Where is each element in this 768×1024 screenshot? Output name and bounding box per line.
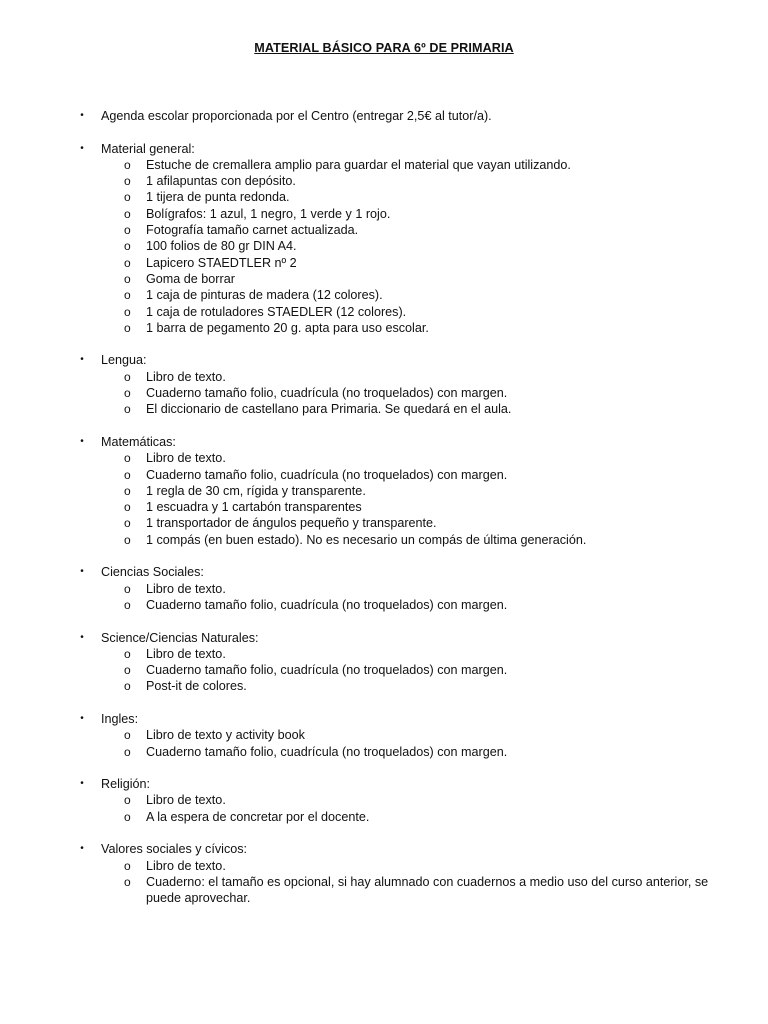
list-section	[0, 352, 768, 417]
sub-bullet-icon: o	[124, 728, 131, 743]
bullet-icon: •	[80, 110, 84, 121]
list-item-text: Libro de texto.	[146, 369, 226, 384]
list-item-text: Libro de texto.	[146, 646, 226, 661]
sub-bullet-icon: o	[124, 793, 131, 808]
section-heading	[0, 841, 768, 857]
list-item	[0, 532, 768, 548]
list-item	[0, 173, 768, 189]
list-item-text: Cuaderno: el tamaño es opcional, si hay alumnado con cuadernos a medio uso del curso anterior, se puede aprovechar.	[146, 874, 709, 906]
list-item-text: 1 barra de pegamento 20 g. apta para uso escolar.	[146, 320, 429, 335]
list-item-text: Cuaderno tamaño folio, cuadrícula (no troquelados) con margen.	[146, 467, 508, 482]
material-list	[0, 108, 768, 923]
list-item-text: 1 tijera de punta redonda.	[146, 190, 290, 205]
sub-bullet-icon: o	[124, 206, 131, 221]
list-item	[0, 450, 768, 466]
list-item-text: Bolígrafos: 1 azul, 1 negro, 1 verde y 1 rojo.	[146, 206, 391, 221]
list-item-text: Estuche de cremallera amplio para guardar el material que vayan utilizando.	[146, 157, 571, 172]
list-item-text: 1 caja de pinturas de madera (12 colores).	[146, 288, 383, 303]
list-item-text: 1 transportador de ángulos pequeño y transparente.	[146, 516, 437, 531]
sub-bullet-icon: o	[124, 157, 131, 172]
list-item-text: Cuaderno tamaño folio, cuadrícula (no troquelados) con margen.	[146, 597, 508, 612]
sub-bullet-icon: o	[124, 451, 131, 466]
list-item-text: Libro de texto.	[146, 451, 226, 466]
bullet-icon: •	[80, 712, 84, 724]
sub-bullet-icon: o	[124, 744, 131, 759]
list-item-text: Cuaderno tamaño folio, cuadrícula (no troquelados) con margen.	[146, 744, 508, 759]
list-item-text: A la espera de concretar por el docente.	[146, 809, 370, 824]
sub-bullet-icon: o	[124, 663, 131, 678]
sub-bullet-icon: o	[124, 288, 131, 303]
list-item	[0, 646, 768, 662]
list-item	[0, 744, 768, 760]
list-section	[0, 630, 768, 695]
list-item	[0, 467, 768, 483]
sub-bullet-icon: o	[124, 190, 131, 205]
bullet-icon: •	[80, 142, 84, 154]
list-section	[0, 564, 768, 613]
list-item	[0, 206, 768, 222]
list-section	[0, 434, 768, 548]
sub-bullet-icon: o	[124, 500, 131, 515]
list-section	[0, 711, 768, 760]
list-item-text: Libro de texto.	[146, 581, 226, 596]
sub-bullet-icon: o	[124, 483, 131, 498]
sub-bullet-icon: o	[124, 679, 131, 694]
sub-bullet-icon: o	[124, 581, 131, 596]
list-item	[0, 792, 768, 808]
sub-bullet-icon: o	[124, 255, 131, 270]
sub-bullet-icon: o	[124, 874, 131, 889]
sub-bullet-icon: o	[124, 516, 131, 531]
bullet-icon: •	[80, 435, 84, 447]
section-heading	[0, 776, 768, 792]
sub-bullet-icon: o	[124, 223, 131, 238]
list-item	[0, 222, 768, 238]
list-item	[0, 255, 768, 271]
sub-bullet-icon: o	[124, 858, 131, 873]
list-item-text: 100 folios de 80 gr DIN A4.	[146, 239, 297, 254]
list-item-text: Libro de texto.	[146, 858, 226, 873]
list-section	[0, 108, 768, 124]
list-item-text: Lapicero STAEDTLER nº 2	[146, 255, 297, 270]
section-label: Ingles:	[101, 711, 139, 726]
sub-bullet-icon: o	[124, 646, 131, 661]
list-item	[0, 320, 768, 336]
section-label: Science/Ciencias Naturales:	[101, 630, 259, 645]
bullet-icon: •	[80, 843, 84, 855]
sub-bullet-icon: o	[124, 532, 131, 547]
list-item-text: Post-it de colores.	[146, 679, 247, 694]
list-item-text: Cuaderno tamaño folio, cuadrícula (no troquelados) con margen.	[146, 663, 508, 678]
list-item	[0, 597, 768, 613]
list-item-text: Cuaderno tamaño folio, cuadrícula (no troquelados) con margen.	[146, 386, 508, 401]
list-item-text: 1 caja de rotuladores STAEDLER (12 colores).	[146, 304, 407, 319]
section-heading	[0, 434, 768, 450]
list-item	[0, 369, 768, 385]
list-item	[0, 238, 768, 254]
list-item-text: Fotografía tamaño carnet actualizada.	[146, 223, 359, 238]
section-heading	[0, 630, 768, 646]
list-item-text: 1 afilapuntas con depósito.	[146, 174, 296, 189]
list-item-text: El diccionario de castellano para Primaria. Se quedará en el aula.	[146, 402, 512, 417]
bullet-icon: •	[80, 778, 84, 790]
bullet-icon: •	[80, 354, 84, 366]
sub-bullet-icon: o	[124, 467, 131, 482]
bullet-icon: •	[80, 631, 84, 643]
list-item	[0, 809, 768, 825]
list-item-text: 1 compás (en buen estado). No es necesario un compás de última generación.	[146, 532, 587, 547]
sub-bullet-icon: o	[124, 809, 131, 824]
sub-bullet-icon: o	[124, 320, 131, 335]
section-label: Matemáticas:	[101, 434, 176, 449]
sub-bullet-icon: o	[124, 271, 131, 286]
section-label: Religión:	[101, 777, 151, 792]
list-item	[0, 581, 768, 597]
list-item	[0, 499, 768, 515]
sub-bullet-icon: o	[124, 304, 131, 319]
section-label: Lengua:	[101, 353, 147, 368]
section-heading	[0, 564, 768, 580]
list-item	[0, 483, 768, 499]
list-item-text: Libro de texto y activity book	[146, 728, 305, 743]
list-item	[0, 662, 768, 678]
list-item	[0, 304, 768, 320]
sub-bullet-icon: o	[124, 402, 131, 417]
bullet-icon: •	[80, 566, 84, 578]
list-item	[0, 157, 768, 173]
section-label: Material general:	[101, 141, 195, 156]
section-heading	[0, 108, 768, 124]
sub-bullet-icon: o	[124, 369, 131, 384]
list-item	[0, 189, 768, 205]
page-title: MATERIAL BÁSICO PARA 6º DE PRIMARIA	[254, 41, 514, 55]
list-item	[0, 727, 768, 743]
list-item	[0, 858, 768, 874]
list-item	[0, 874, 768, 907]
list-item	[0, 385, 768, 401]
list-section	[0, 776, 768, 825]
list-item-text: Goma de borrar	[146, 271, 235, 286]
section-label: Ciencias Sociales:	[101, 565, 204, 580]
list-item	[0, 515, 768, 531]
sub-bullet-icon: o	[124, 239, 131, 254]
list-item	[0, 678, 768, 694]
list-item-text: 1 regla de 30 cm, rígida y transparente.	[146, 483, 366, 498]
section-heading	[0, 352, 768, 368]
list-item-text: 1 escuadra y 1 cartabón transparentes	[146, 500, 362, 515]
section-heading	[0, 711, 768, 727]
list-item-text: Libro de texto.	[146, 793, 226, 808]
sub-bullet-icon: o	[124, 386, 131, 401]
list-item	[0, 401, 768, 417]
list-item	[0, 271, 768, 287]
section-label: Agenda escolar proporcionada por el Centro (entregar 2,5€ al tutor/a).	[101, 109, 492, 123]
sub-bullet-icon: o	[124, 174, 131, 189]
list-item	[0, 287, 768, 303]
list-section	[0, 841, 768, 906]
sub-bullet-icon: o	[124, 597, 131, 612]
list-section	[0, 141, 768, 337]
section-label: Valores sociales y cívicos:	[101, 842, 248, 857]
section-heading	[0, 141, 768, 157]
